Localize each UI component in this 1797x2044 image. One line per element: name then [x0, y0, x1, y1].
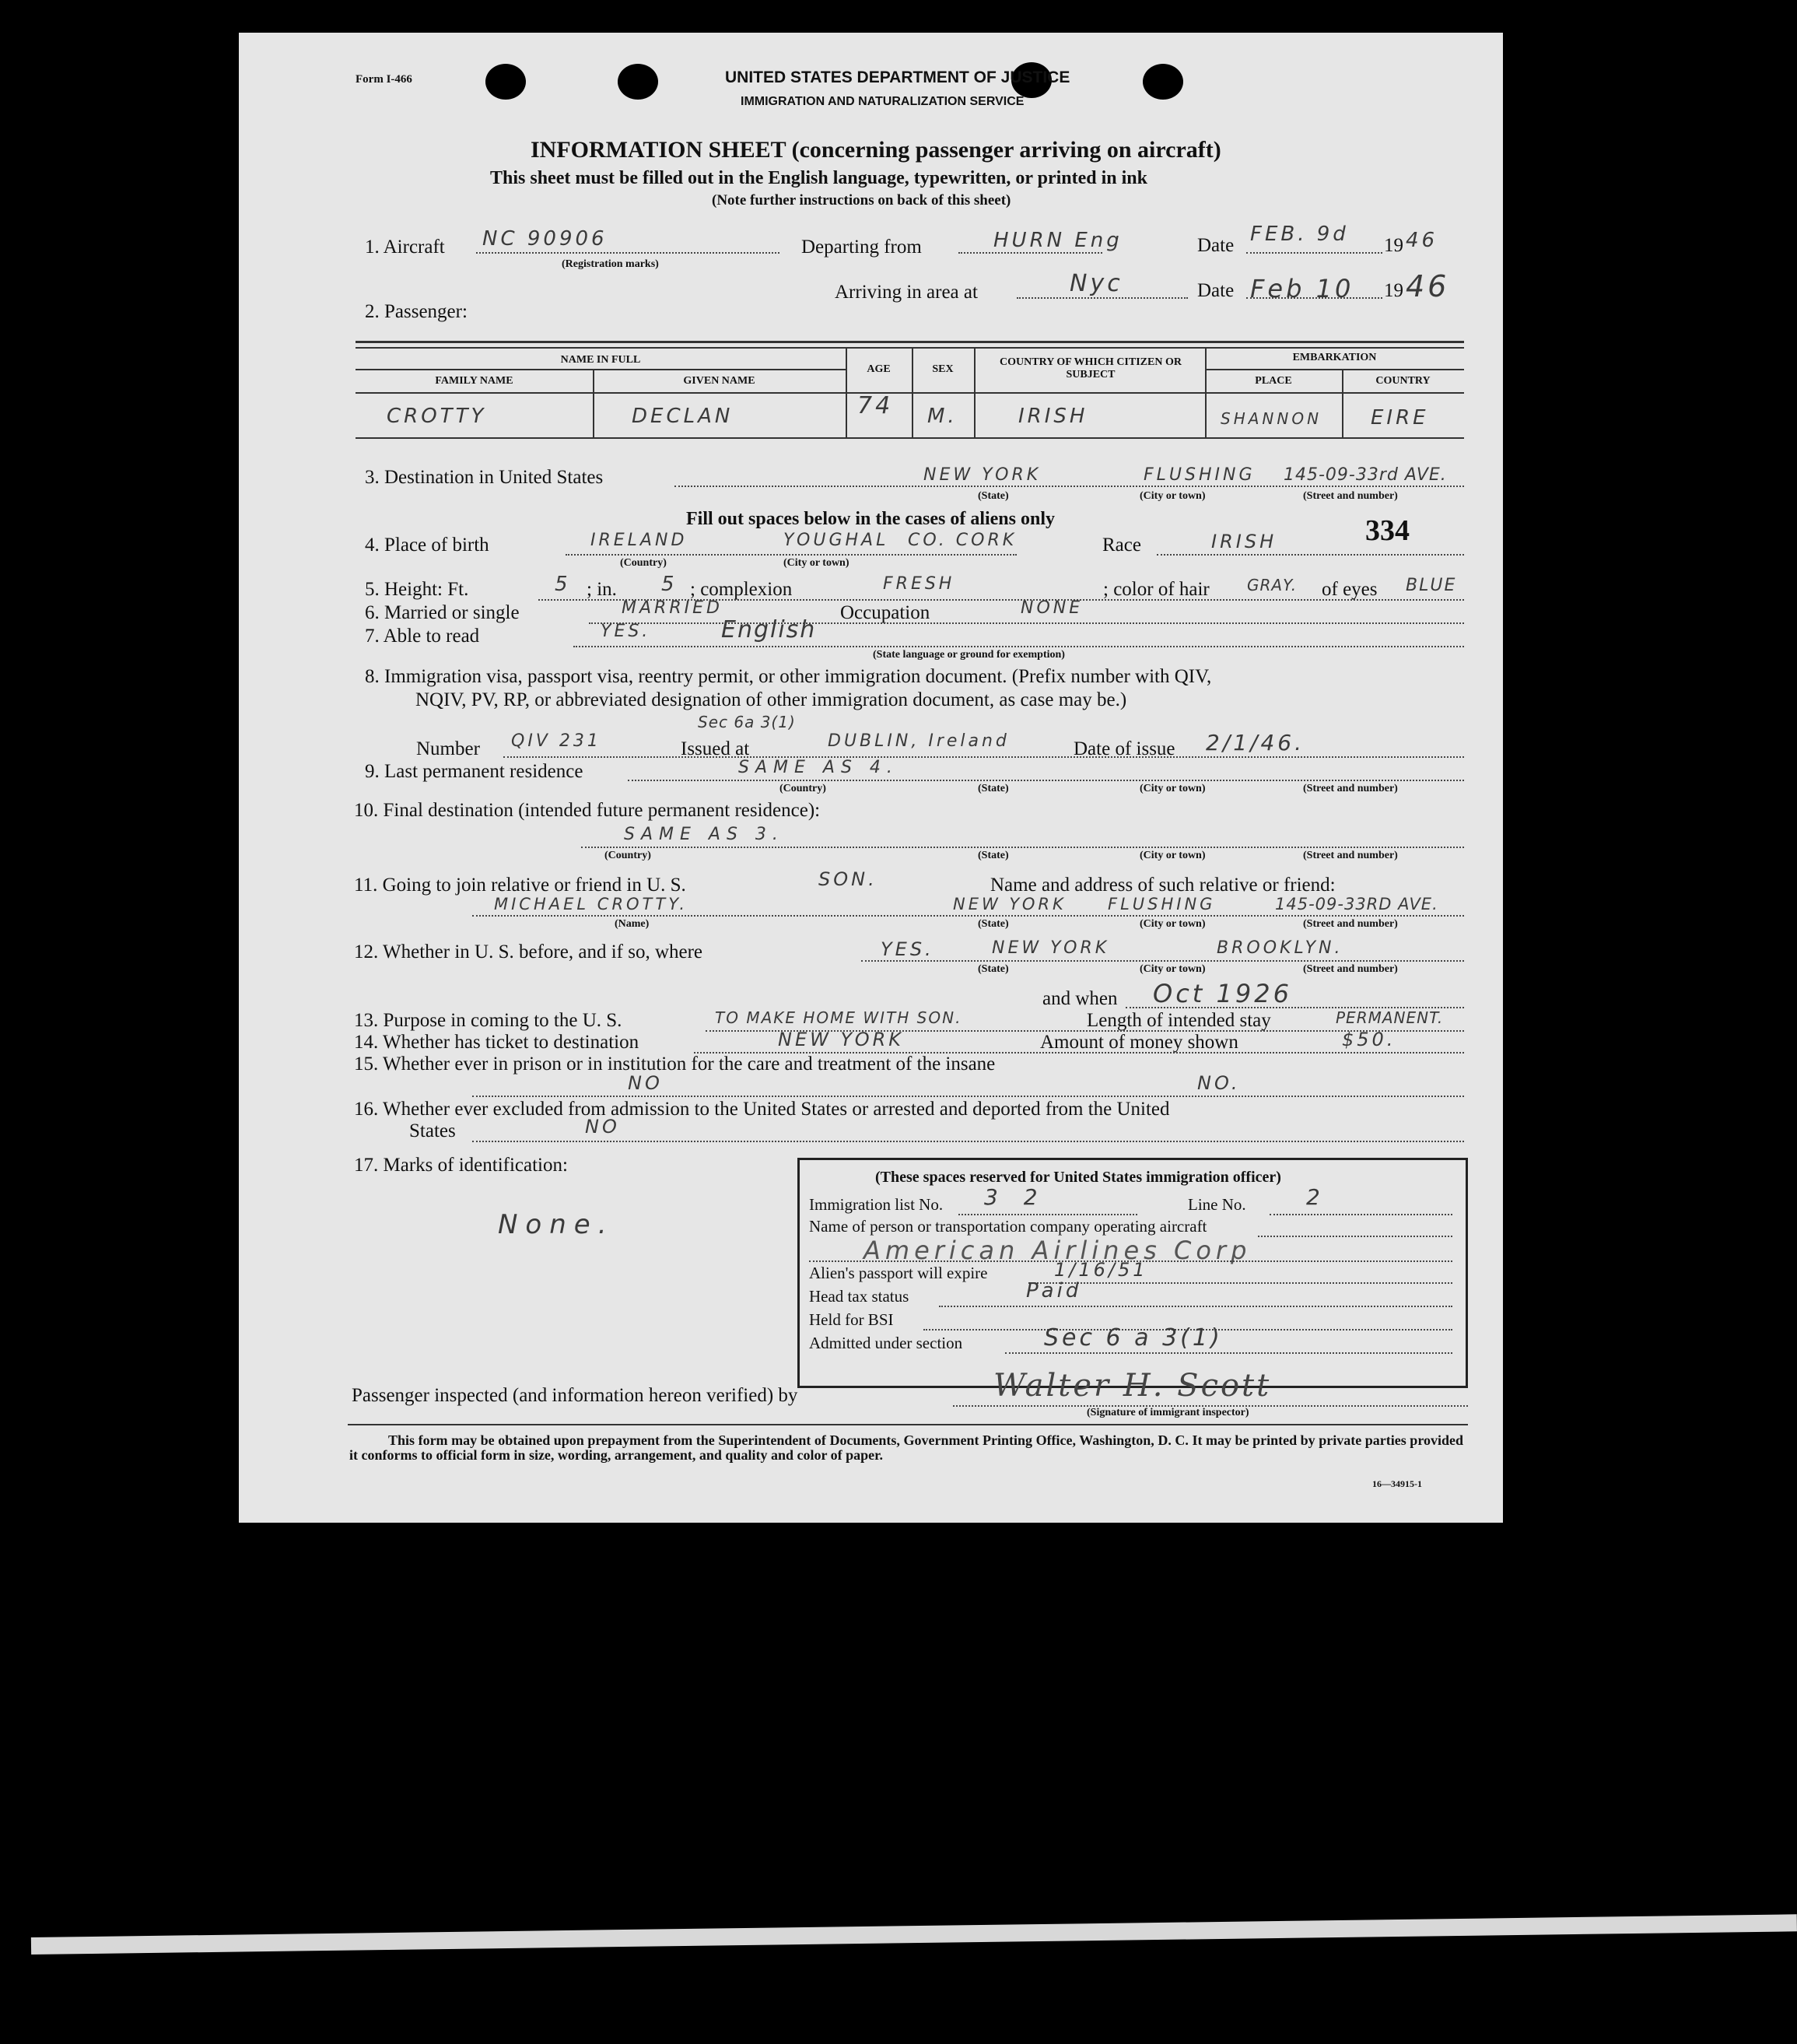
punch-hole [1143, 64, 1183, 100]
marks-label: 17. Marks of identification: [354, 1155, 568, 1176]
occupation-label: Occupation [840, 602, 930, 623]
fin-cap-street: (Street and number) [1303, 850, 1398, 861]
friend-street: 145-09-33RD AVE. [1275, 895, 1438, 913]
fin-cap-state: (State) [978, 850, 1009, 861]
admitted-line [1005, 1352, 1452, 1354]
footer-rule [348, 1424, 1468, 1425]
read-value: YES. [601, 622, 651, 641]
passport-line [1028, 1282, 1452, 1284]
embark-place-value: SHANNON [1221, 409, 1322, 428]
company-value: American Airlines Corp [863, 1236, 1252, 1265]
marks-value: None. [498, 1209, 615, 1240]
eyes-value: BLUE [1406, 576, 1457, 595]
reg-caption: (Registration marks) [562, 258, 659, 270]
residence-value: SAME AS 4. [738, 758, 898, 777]
prison-value-1: NO [628, 1072, 663, 1094]
line-value: 2 [1306, 1184, 1323, 1210]
friend-state: NEW YORK [953, 895, 1067, 913]
line-label: Line No. [1188, 1195, 1246, 1214]
form-note: (Note further instructions on back of this sheet) [712, 192, 1011, 209]
visa-number-label: Number [416, 738, 480, 759]
family-name-header: FAMILY NAME [435, 375, 513, 387]
admitted-label: Admitted under section [809, 1334, 963, 1352]
citizenship-value: IRISH [1018, 405, 1088, 428]
form-subtitle: This sheet must be filled out in the English language, typewritten, or printed in ink [490, 168, 1147, 188]
table-rule [356, 347, 1464, 349]
name-in-full-header: NAME IN FULL [560, 354, 641, 366]
read-line [573, 646, 1464, 647]
background-strip [31, 1914, 1797, 1955]
married-label: 6. Married or single [365, 602, 520, 623]
before-cap-city: (City or town) [1140, 963, 1206, 975]
headtax-label: Head tax status [809, 1287, 909, 1306]
ticket-label: 14. Whether has ticket to destination [354, 1032, 639, 1053]
occupation-value: NONE [1021, 598, 1084, 618]
form-sheet [239, 33, 1503, 1523]
company-label: Name of person or transportation company operating aircraft [809, 1217, 1207, 1236]
excluded-value: NO [585, 1116, 620, 1138]
visa-text-2: NQIV, PV, RP, or abbreviated designation of other immigration document, as case may be.) [415, 689, 1127, 710]
arrival-date-line [1246, 297, 1382, 299]
join-cap-city: (City or town) [1140, 918, 1206, 930]
read-language: English [721, 616, 817, 643]
hair-label: ; color of hair [1103, 579, 1210, 600]
table-col [912, 347, 913, 437]
married-value: MARRIED [622, 598, 723, 618]
cap-city: (City or town) [1140, 490, 1206, 502]
given-name-header: GIVEN NAME [683, 375, 755, 387]
arrival-year: 46 [1406, 269, 1450, 303]
res-cap-street: (Street and number) [1303, 783, 1398, 794]
departing-line [958, 252, 1102, 254]
hair-value: GRAY. [1247, 576, 1298, 594]
money-value: $50. [1342, 1029, 1396, 1050]
year-prefix: 19 [1384, 235, 1403, 256]
country-citizen-header: COUNTRY OF WHICH CITIZEN OR SUBJECT [1000, 356, 1182, 380]
height-in: 5 [661, 573, 678, 596]
res-cap-city: (City or town) [1140, 783, 1206, 794]
place-header: PLACE [1255, 375, 1292, 387]
destination-line [674, 486, 1464, 487]
final-dest-line [581, 847, 1464, 848]
eyes-label: of eyes [1322, 579, 1378, 600]
destination-label: 3. Destination in United States [365, 467, 604, 488]
join-line [472, 915, 1464, 917]
arriving-label: Arriving in area at [835, 282, 978, 303]
issued-label: Issued at [681, 738, 750, 759]
before-line [861, 960, 1464, 962]
height-ft: 5 [555, 573, 571, 596]
birth-cap-country: (Country) [620, 557, 667, 569]
race-value: IRISH [1211, 531, 1277, 552]
issued-value: DUBLIN, Ireland [828, 731, 1010, 751]
inspector-signature: Walter H. Scott [993, 1368, 1272, 1404]
race-label: Race [1102, 535, 1141, 556]
birth-country: IRELAND [590, 531, 688, 550]
visa-number: QIV 231 [511, 731, 601, 751]
res-cap-state: (State) [978, 783, 1009, 794]
age-value: 74 [857, 392, 894, 419]
birthplace-label: 4. Place of birth [365, 535, 489, 556]
punch-hole [618, 64, 658, 100]
departure-year: 46 [1406, 229, 1438, 252]
fin-cap-country: (Country) [604, 850, 651, 861]
admitted-value: Sec 6 a 3(1) [1044, 1324, 1223, 1352]
form-number: Form I-466 [356, 73, 412, 86]
excluded-label: 16. Whether ever excluded from admission to the United States or arrested and deported from the United [354, 1099, 1170, 1120]
read-label: 7. Able to read [365, 626, 480, 647]
before-value: YES. [881, 938, 934, 960]
arrival-date-label: Date [1197, 280, 1235, 301]
inspection-label: Passenger inspected (and information hereon verified) by [352, 1385, 798, 1406]
embarkation-header: EMBARKATION [1292, 352, 1377, 363]
table-rule [1205, 369, 1464, 370]
headtax-line [939, 1306, 1452, 1307]
residence-label: 9. Last permanent residence [365, 761, 583, 782]
race-line [1157, 554, 1464, 556]
birth-county: CO. CORK [908, 531, 1018, 550]
list-value: 3 2 [984, 1184, 1047, 1210]
final-dest-label: 10. Final destination (intended future permanent residence): [354, 800, 821, 821]
footer-code: 16—34915-1 [1372, 1478, 1422, 1489]
arrival-date: Feb 10 [1250, 274, 1354, 303]
arriving-value: Nyc [1070, 270, 1123, 297]
family-name-value: CROTTY [387, 405, 487, 428]
destination-city: FLUSHING [1144, 465, 1256, 485]
res-cap-country: (Country) [779, 783, 826, 794]
departure-date: FEB. 9d [1250, 223, 1349, 246]
arrival-year-prefix: 19 [1384, 280, 1403, 301]
prison-value-2: NO. [1197, 1072, 1241, 1094]
emb-country-header: COUNTRY [1375, 375, 1431, 387]
complexion-value: FRESH [883, 574, 955, 594]
purpose-label: 13. Purpose in coming to the U. S. [354, 1010, 622, 1031]
given-name-value: DECLAN [632, 405, 734, 428]
visa-text-1: 8. Immigration visa, passport visa, reentry permit, or other immigration document. (Prefix number with QIV, [365, 666, 1212, 687]
aircraft-label: 1. Aircraft [365, 237, 445, 258]
join-label: 11. Going to join relative or friend in U. S. [354, 875, 686, 896]
age-header: AGE [867, 363, 891, 375]
stay-label: Length of intended stay [1087, 1010, 1271, 1031]
department: UNITED STATES DEPARTMENT OF JUSTICE [725, 68, 1070, 86]
aircraft-line [476, 252, 779, 254]
residence-line [628, 780, 1464, 781]
bsi-label: Held for BSI [809, 1310, 894, 1329]
inches-label: ; in. [587, 579, 617, 600]
money-label: Amount of money shown [1040, 1032, 1238, 1053]
visa-line [503, 756, 1464, 758]
table-col [846, 347, 847, 437]
footer-text: This form may be obtained upon prepayment from the Superintendent of Documents, Government Printing Office, Washington, D. C. It may be printed by private parties provided it conforms to official form in size, wording, arrangement, and quality and color of paper. [349, 1432, 1463, 1463]
service: IMMIGRATION AND NATURALIZATION SERVICE [741, 95, 1025, 108]
stay-value: PERMANENT. [1336, 1008, 1444, 1027]
date-label: Date [1197, 235, 1235, 256]
officer-heading: (These spaces reserved for United States immigration officer) [875, 1169, 1281, 1186]
issue-date-label: Date of issue [1074, 738, 1175, 759]
name-addr-label: Name and address of such relative or friend: [990, 875, 1336, 896]
table-rule [356, 341, 1464, 343]
list-line [958, 1214, 1137, 1215]
when-value: Oct 1926 [1153, 979, 1292, 1008]
stamp-number: 334 [1365, 514, 1410, 547]
signature-caption: (Signature of immigrant inspector) [1087, 1407, 1249, 1418]
before-state: NEW YORK [992, 938, 1110, 958]
table-rule [356, 392, 1464, 394]
before-city: BROOKLYN. [1217, 938, 1343, 958]
before-cap-street: (Street and number) [1303, 963, 1398, 975]
read-caption: (State language or ground for exemption) [873, 649, 1065, 661]
birthplace-line [566, 554, 1017, 556]
arriving-line [1017, 297, 1188, 299]
before-label: 12. Whether in U. S. before, and if so, where [354, 941, 703, 962]
ticket-value: NEW YORK [778, 1029, 905, 1050]
visa-note: Sec 6a 3(1) [698, 713, 796, 731]
headtax-value: Paid [1026, 1279, 1082, 1302]
form-title: INFORMATION SHEET (concerning passenger arriving on aircraft) [531, 137, 1221, 163]
departing-value: HURN Eng [993, 229, 1123, 252]
list-label: Immigration list No. [809, 1195, 944, 1214]
table-rule [356, 369, 846, 370]
purpose-value: TO MAKE HOME WITH SON. [715, 1008, 962, 1027]
table-col [974, 347, 976, 437]
company-line-1 [1258, 1236, 1452, 1237]
excluded-line [472, 1141, 1464, 1142]
departure-date-line [1246, 252, 1382, 254]
complexion-label: ; complexion [690, 579, 793, 600]
punch-hole [485, 64, 526, 100]
departing-label: Departing from [801, 237, 922, 258]
married-line [589, 622, 1464, 624]
birth-cap-city: (City or town) [783, 557, 849, 569]
friend-name: MICHAEL CROTTY. [494, 895, 688, 913]
fin-cap-city: (City or town) [1140, 850, 1206, 861]
issue-date: 2/1/46. [1206, 730, 1305, 756]
join-cap-name: (Name) [615, 918, 650, 930]
passport-label: Alien's passport will expire [809, 1264, 988, 1282]
destination-street: 145-09-33rd AVE. [1284, 465, 1447, 485]
birth-city: YOUGHAL [783, 531, 889, 550]
passenger-label: 2. Passenger: [365, 301, 468, 322]
height-label: 5. Height: Ft. [365, 579, 469, 600]
line-no-line [1270, 1214, 1452, 1215]
aliens-heading: Fill out spaces below in the cases of aliens only [686, 509, 1056, 529]
cap-street: (Street and number) [1303, 490, 1398, 502]
passport-value: 1/16/51 [1054, 1259, 1148, 1281]
excluded-label-2: States [409, 1120, 456, 1141]
table-rule [356, 437, 1464, 439]
destination-state: NEW YORK [923, 465, 1042, 485]
cap-state: (State) [978, 490, 1009, 502]
join-cap-state: (State) [978, 918, 1009, 930]
join-relation: SON. [818, 868, 877, 890]
embark-country-value: EIRE [1371, 406, 1429, 429]
sex-header: SEX [932, 363, 954, 375]
prison-line [472, 1096, 1464, 1097]
prison-label: 15. Whether ever in prison or in institution for the care and treatment of the insane [354, 1054, 996, 1075]
when-label: and when [1042, 988, 1118, 1009]
before-cap-state: (State) [978, 963, 1009, 975]
friend-city: FLUSHING [1108, 895, 1216, 913]
aircraft-value: NC 90906 [482, 227, 608, 251]
join-cap-street: (Street and number) [1303, 918, 1398, 930]
final-dest-value: SAME AS 3. [624, 825, 784, 844]
sex-value: M. [927, 405, 958, 428]
